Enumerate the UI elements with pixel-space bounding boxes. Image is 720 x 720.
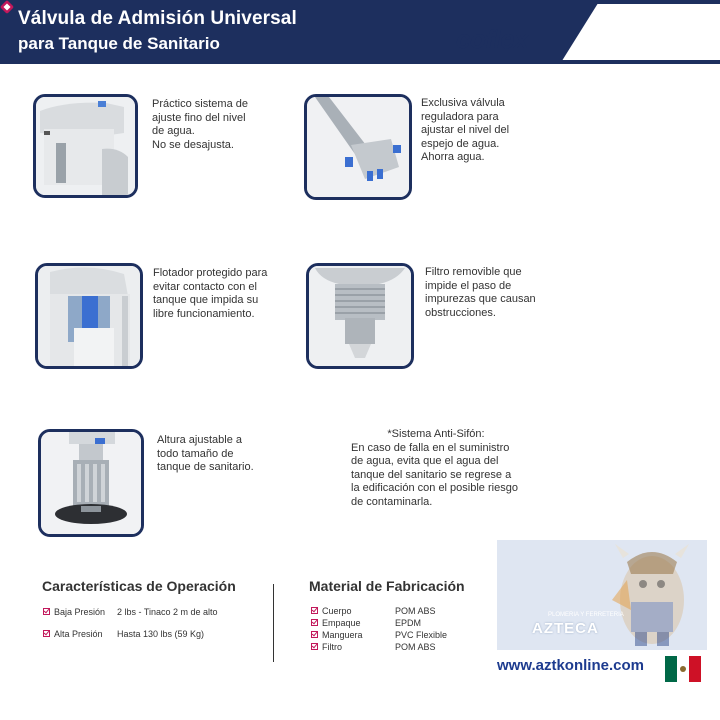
section-divider <box>273 584 274 662</box>
feature-image-adjustable-height <box>38 429 144 537</box>
filter-illustration <box>309 266 411 366</box>
feature-text-fine-adjust: Práctico sistema de ajuste fino del nivel de agua. No se desajusta. <box>152 98 248 151</box>
caracteristicas-title: Características de Operación <box>42 578 236 594</box>
feature-text-protected-float: Flotador protegido para evitar contacto con el tanque que impida su libre funcionamiento. <box>153 267 268 320</box>
coflex-logo-icon <box>0 0 14 14</box>
feature-image-filter <box>306 263 414 369</box>
feature-text-adjustable-height: Altura ajustable a todo tamaño de tanque de sanitario. <box>157 434 254 473</box>
check-icon <box>311 631 318 638</box>
store-tagline: PLOMERIA Y FERRETERIA <box>548 612 624 618</box>
check-icon <box>311 643 318 650</box>
spec-value: 2 lbs - Tinaco 2 m de alto <box>117 607 218 617</box>
mexico-flag-icon <box>665 656 701 682</box>
header-banner <box>0 0 720 64</box>
anti-sifon-body: En caso de falla en el suministro de agua, evita que el agua del tanque del sanitario se regrese a la edificación con el posible riesgo de contaminarla. <box>351 441 518 508</box>
spec-label: Alta Presión <box>54 629 103 639</box>
adjustable-height-illustration <box>41 432 141 534</box>
feature-image-fine-adjust <box>33 94 138 198</box>
material-value: POM ABS <box>395 606 436 616</box>
material-label: Cuerpo <box>322 606 352 616</box>
spec-label: Baja Presión <box>54 607 106 617</box>
anti-sifon-title: *Sistema Anti-Sifón: <box>387 428 485 440</box>
material-label: Filtro <box>322 642 342 652</box>
material-value: POM ABS <box>395 642 436 652</box>
float-illustration <box>38 266 140 366</box>
feature-text-filter: Filtro removible que impide el paso de impurezas que causan obstrucciones. <box>425 266 536 319</box>
material-label: Empaque <box>322 618 361 628</box>
feature-image-regulating-valve <box>304 94 412 200</box>
coflex-logo: coflex <box>456 24 529 54</box>
anti-sifon-note <box>351 428 521 509</box>
check-icon <box>43 608 50 615</box>
check-icon <box>43 630 50 637</box>
viking-mascot-icon <box>497 540 707 650</box>
material-value: PVC Flexible <box>395 630 448 640</box>
valve-top-illustration <box>36 97 135 195</box>
material-label: Manguera <box>322 630 363 640</box>
store-logo-text: AZTECA <box>532 620 599 637</box>
material-title: Material de Fabricación <box>309 578 465 594</box>
title-line-1: Válvula de Admisión Universal <box>18 8 297 29</box>
feature-image-protected-float <box>35 263 143 369</box>
feature-text-regulating-valve: Exclusiva válvula reguladora para ajustar el nivel del espejo de agua. Ahorra agua. <box>421 97 510 163</box>
website-link[interactable]: www.aztkonline.com <box>497 657 644 674</box>
regulating-valve-illustration <box>307 97 409 197</box>
check-icon <box>311 607 318 614</box>
store-promo-banner <box>497 540 707 650</box>
material-value: EPDM <box>395 618 422 628</box>
spec-value: Hasta 130 lbs (59 Kg) <box>117 629 205 639</box>
title-line-2: para Tanque de Sanitario <box>18 34 220 53</box>
check-icon <box>311 619 318 626</box>
